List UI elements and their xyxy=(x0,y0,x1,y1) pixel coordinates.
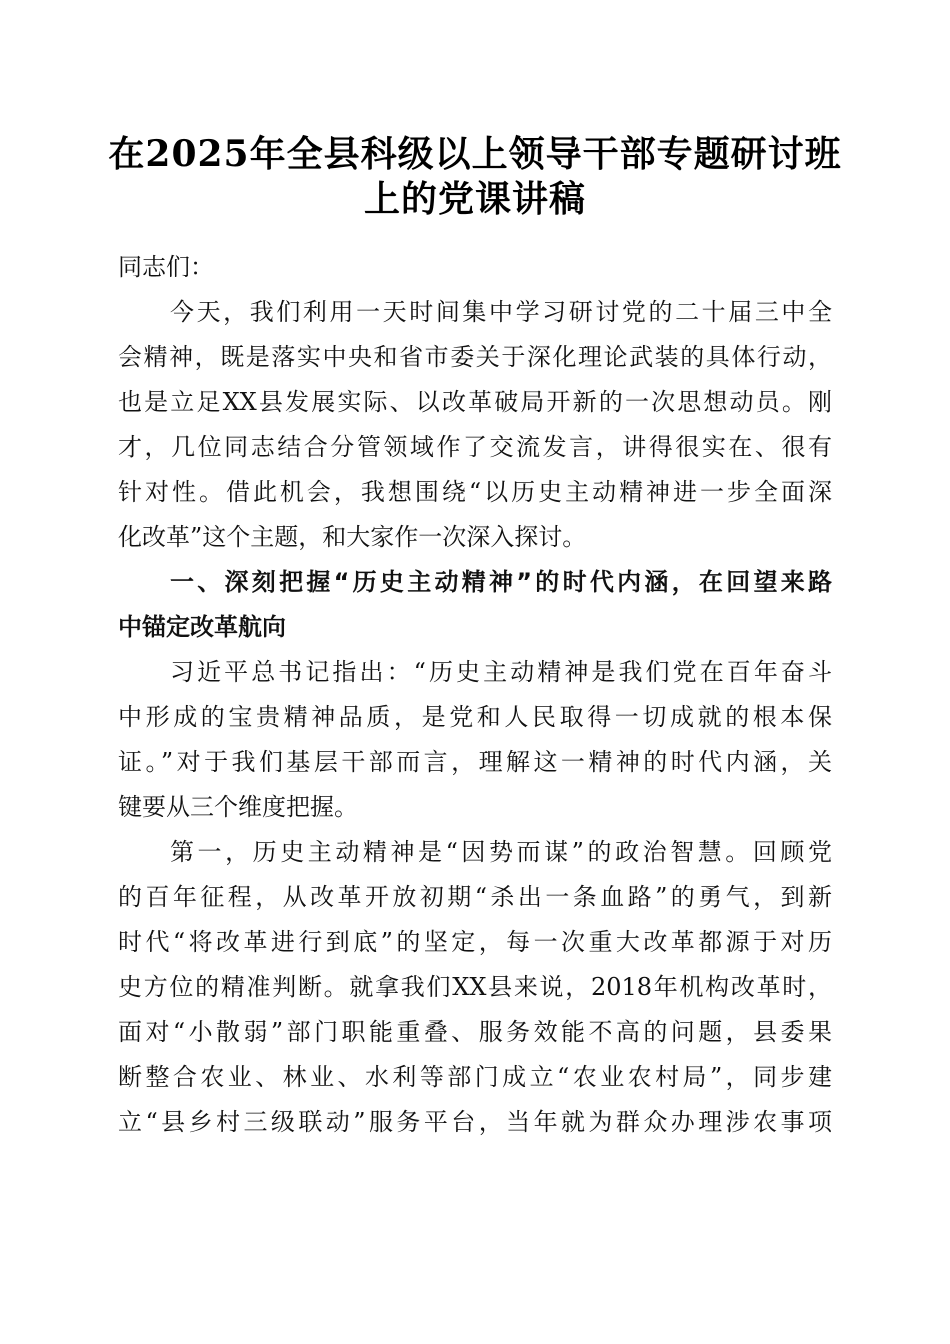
section-heading-1 xyxy=(118,560,832,650)
heading-line: 中锚定改革航向 xyxy=(118,613,286,641)
paragraph-line: 中形成的宝贵精神品质，是党和人民取得一切成就的根本保 xyxy=(118,703,832,731)
paragraph-line: 键要从三个维度把握。 xyxy=(118,793,358,821)
paragraph-line: 习近平总书记指出：“历史主动精神是我们党在百年奋斗 xyxy=(170,658,832,686)
paragraph-line: 针对性。借此机会，我想围绕“以历史主动精神进一步全面深 xyxy=(118,478,832,506)
paragraph-line: 时代“将改革进行到底”的坚定，每一次重大改革都源于对历 xyxy=(118,928,832,956)
paragraph-line: 的百年征程，从改革开放初期“杀出一条血路”的勇气，到新 xyxy=(118,883,832,911)
paragraph-line: 第一，历史主动精神是“因势而谋”的政治智慧。回顾党 xyxy=(170,838,832,866)
paragraph-line: 会精神，既是落实中央和省市委关于深化理论武装的具体行动， xyxy=(118,343,832,371)
title-line: 上的党课讲稿 xyxy=(363,178,586,220)
paragraph-line: 今天，我们利用一天时间集中学习研讨党的二十届三中全 xyxy=(170,298,832,326)
paragraph-line: 化改革”这个主题，和大家作一次深入探讨。 xyxy=(118,523,587,551)
paragraph-line: 立“县乡村三级联动”服务平台，当年就为群众办理涉农事项 xyxy=(118,1108,832,1136)
document-body xyxy=(118,245,832,1145)
paragraph-line: 才，几位同志结合分管领域作了交流发言，讲得很实在、很有 xyxy=(118,433,832,461)
paragraph-intro xyxy=(118,290,832,560)
paragraph-line: 断整合农业、林业、水利等部门成立“农业农村局”，同步建 xyxy=(118,1063,832,1091)
title-line: 在2025年全县科级以上领导干部专题研讨班 xyxy=(108,133,842,175)
paragraph-first-point xyxy=(118,830,832,1145)
salutation: 同志们： xyxy=(118,253,214,281)
paragraph-line: 也是立足XX县发展实际、以改革破局开新的一次思想动员。刚 xyxy=(118,388,832,416)
paragraph-quote xyxy=(118,650,832,830)
heading-line: 一、深刻把握“历史主动精神”的时代内涵，在回望来路 xyxy=(170,568,832,596)
paragraph-line: 面对“小散弱”部门职能重叠、服务效能不高的问题，县委果 xyxy=(118,1018,832,1046)
paragraph-line: 证。”对于我们基层干部而言，理解这一精神的时代内涵，关 xyxy=(118,748,832,776)
paragraph-line: 史方位的精准判断。就拿我们XX县来说，2018年机构改革时， xyxy=(118,973,832,1001)
document-title xyxy=(100,132,850,222)
